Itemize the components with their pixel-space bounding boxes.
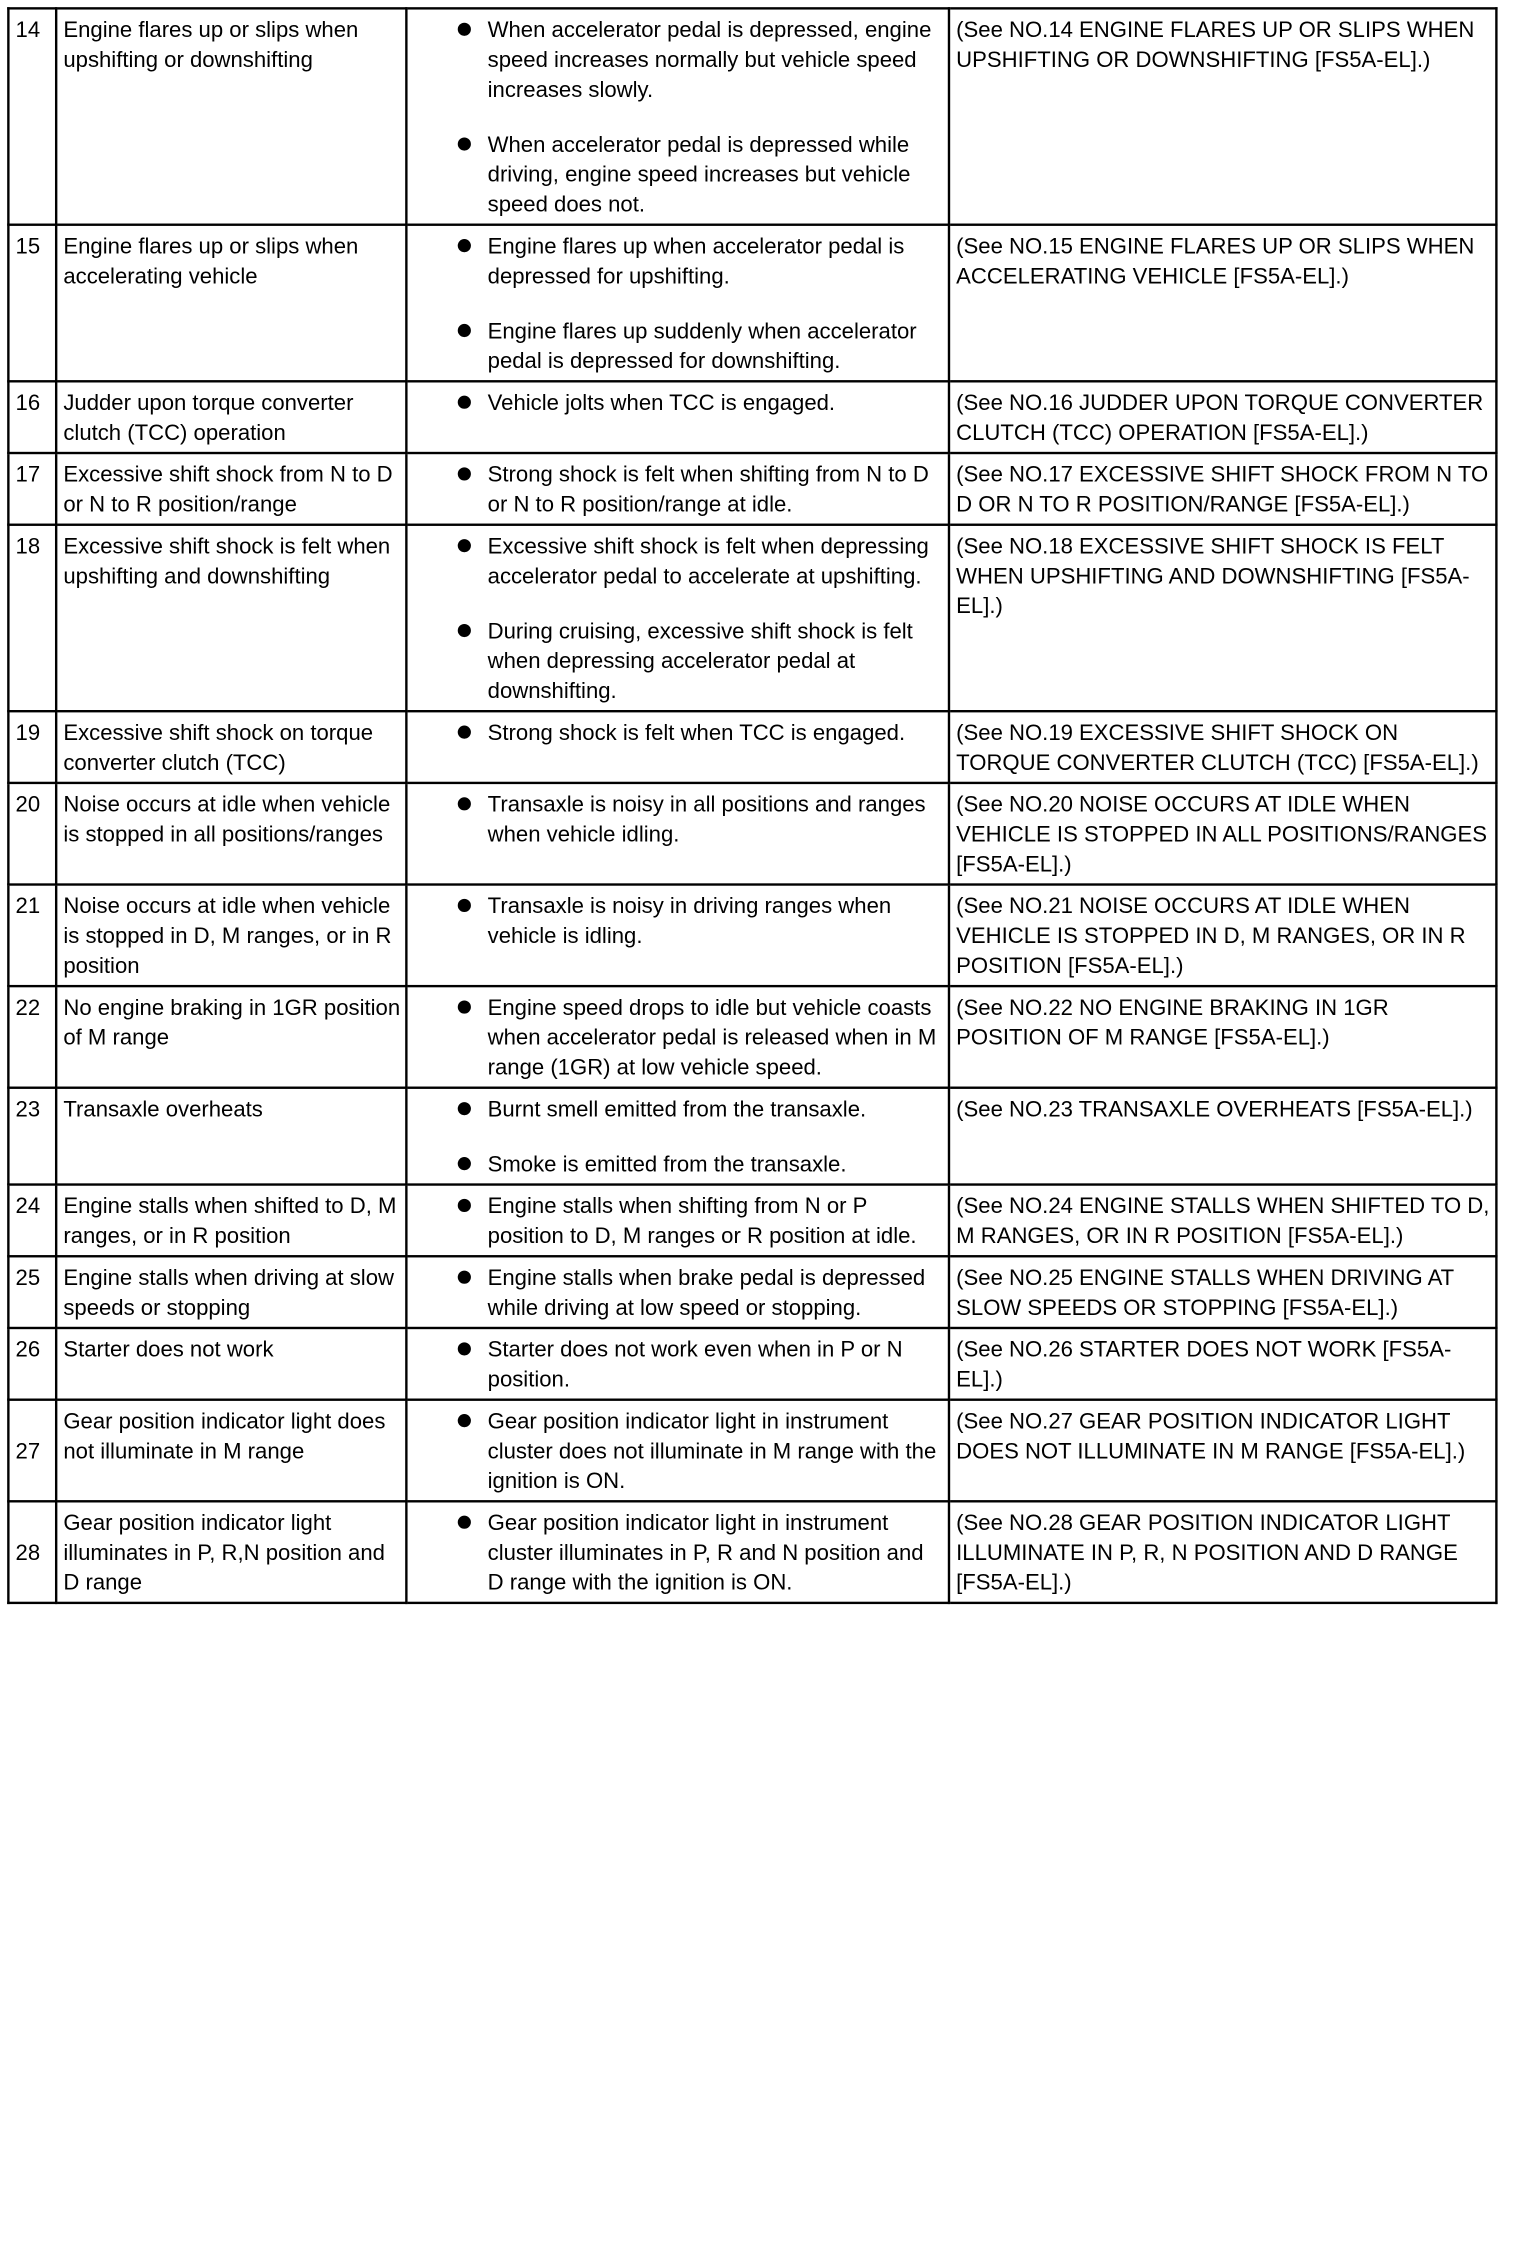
table-row <box>8 1328 1496 1400</box>
symptom-cell: Engine flares up or slips when upshifting or downshifting <box>56 8 406 224</box>
condition-list <box>414 1406 943 1496</box>
condition-item <box>414 316 943 376</box>
reference-cell: (See NO.23 TRANSAXLE OVERHEATS [FS5A-EL].) <box>949 1088 1496 1185</box>
condition-list <box>414 1334 943 1394</box>
condition-cell <box>406 1185 949 1257</box>
symptom-cell: Gear position indicator light does not illuminate in M range <box>56 1400 406 1502</box>
table-row <box>8 1256 1496 1328</box>
condition-text: Gear position indicator light in instrument cluster illuminates in P, R and N position and D range with the ignition is ON. <box>487 1509 924 1595</box>
bullet-icon <box>458 1516 471 1529</box>
condition-item <box>414 1262 943 1322</box>
bullet-icon <box>458 1199 471 1212</box>
bullet-icon <box>458 1000 471 1013</box>
table-row <box>8 453 1496 525</box>
reference-cell: (See NO.15 ENGINE FLARES UP OR SLIPS WHEN ACCELERATING VEHICLE [FS5A-EL].) <box>949 225 1496 382</box>
bullet-icon <box>458 396 471 409</box>
symptom-cell: Gear position indicator light illuminates in P, R,N position and D range <box>56 1501 406 1603</box>
condition-item <box>414 1094 943 1124</box>
bullet-icon <box>458 23 471 36</box>
condition-text: Burnt smell emitted from the transaxle. <box>487 1096 867 1122</box>
condition-cell <box>406 225 949 382</box>
condition-item <box>414 1507 943 1597</box>
bullet-icon <box>458 1271 471 1284</box>
condition-cell <box>406 986 949 1088</box>
condition-cell <box>406 1088 949 1185</box>
symptom-cell: Engine flares up or slips when accelerating vehicle <box>56 225 406 382</box>
condition-text: Starter does not work even when in P or N position. <box>487 1336 903 1392</box>
reference-cell: (See NO.21 NOISE OCCURS AT IDLE WHEN VEHICLE IS STOPPED IN D, M RANGES, OR IN R POSITION [FS5A-EL].) <box>949 885 1496 987</box>
bullet-icon <box>458 1414 471 1427</box>
condition-item <box>414 789 943 849</box>
condition-text: Engine speed drops to idle but vehicle coasts when accelerator pedal is released when in M range (1GR) at low vehicle speed. <box>487 994 937 1080</box>
table-row <box>8 525 1496 711</box>
condition-item <box>414 992 943 1082</box>
troubleshooting-table <box>7 7 1497 1604</box>
row-number: 25 <box>8 1256 56 1328</box>
condition-text: Smoke is emitted from the transaxle. <box>487 1151 847 1177</box>
table-row <box>8 711 1496 783</box>
condition-item <box>414 531 943 591</box>
bullet-icon <box>458 239 471 252</box>
row-number: 15 <box>8 225 56 382</box>
row-number: 14 <box>8 8 56 224</box>
condition-item <box>414 616 943 706</box>
row-number: 16 <box>8 381 56 453</box>
condition-list <box>414 531 943 706</box>
row-number: 20 <box>8 783 56 885</box>
reference-cell: (See NO.22 NO ENGINE BRAKING IN 1GR POSITION OF M RANGE [FS5A-EL].) <box>949 986 1496 1088</box>
table-row <box>8 1088 1496 1185</box>
bullet-icon <box>458 726 471 739</box>
condition-text: Strong shock is felt when shifting from N to D or N to R position/range at idle. <box>487 461 929 517</box>
condition-list <box>414 1262 943 1322</box>
condition-text: When accelerator pedal is depressed while driving, engine speed increases but vehicle speed does not. <box>487 131 911 217</box>
symptom-cell: Excessive shift shock from N to D or N to R position/range <box>56 453 406 525</box>
condition-list <box>414 1507 943 1597</box>
condition-text: Excessive shift shock is felt when depressing accelerator pedal to accelerate at upshifting. <box>487 533 929 589</box>
bullet-icon <box>458 899 471 912</box>
condition-item <box>414 14 943 104</box>
table-row <box>8 885 1496 987</box>
condition-text: During cruising, excessive shift shock is felt when depressing accelerator pedal at downshifting. <box>487 617 913 703</box>
bullet-icon <box>458 539 471 552</box>
reference-cell: (See NO.18 EXCESSIVE SHIFT SHOCK IS FELT WHEN UPSHIFTING AND DOWNSHIFTING [FS5A-EL].) <box>949 525 1496 711</box>
condition-list <box>414 1094 943 1179</box>
condition-item <box>414 1149 943 1179</box>
symptom-cell: No engine braking in 1GR position of M range <box>56 986 406 1088</box>
reference-cell: (See NO.16 JUDDER UPON TORQUE CONVERTER CLUTCH (TCC) OPERATION [FS5A-EL].) <box>949 381 1496 453</box>
condition-text: Engine flares up suddenly when accelerator pedal is depressed for downshifting. <box>487 317 917 373</box>
condition-text: Gear position indicator light in instrument cluster does not illuminate in M range with the ignition is ON. <box>487 1408 937 1493</box>
condition-cell <box>406 711 949 783</box>
condition-cell <box>406 1328 949 1400</box>
condition-list <box>414 789 943 849</box>
condition-item <box>414 231 943 291</box>
table-row <box>8 225 1496 382</box>
condition-list <box>414 1191 943 1251</box>
condition-text: Transaxle is noisy in driving ranges when vehicle is idling. <box>487 892 892 948</box>
condition-text: Engine flares up when accelerator pedal is depressed for upshifting. <box>487 233 905 289</box>
row-number: 26 <box>8 1328 56 1400</box>
table-row <box>8 381 1496 453</box>
row-number: 17 <box>8 453 56 525</box>
symptom-cell: Excessive shift shock is felt when upshifting and downshifting <box>56 525 406 711</box>
reference-cell: (See NO.20 NOISE OCCURS AT IDLE WHEN VEHICLE IS STOPPED IN ALL POSITIONS/RANGES [FS5A-EL].) <box>949 783 1496 885</box>
condition-text: Engine stalls when brake pedal is depressed while driving at low speed or stopping. <box>487 1264 926 1320</box>
reference-cell: (See NO.28 GEAR POSITION INDICATOR LIGHT ILLUMINATE IN P, R, N POSITION AND D RANGE [FS5A-EL].) <box>949 1501 1496 1603</box>
row-number: 24 <box>8 1185 56 1257</box>
condition-list <box>414 992 943 1082</box>
reference-cell: (See NO.19 EXCESSIVE SHIFT SHOCK ON TORQUE CONVERTER CLUTCH (TCC) [FS5A-EL].) <box>949 711 1496 783</box>
condition-cell <box>406 783 949 885</box>
condition-cell <box>406 1256 949 1328</box>
condition-text: When accelerator pedal is depressed, engine speed increases normally but vehicle speed increases slowly. <box>487 16 932 102</box>
bullet-icon <box>458 324 471 337</box>
bullet-icon <box>458 467 471 480</box>
reference-cell: (See NO.27 GEAR POSITION INDICATOR LIGHT DOES NOT ILLUMINATE IN M RANGE [FS5A-EL].) <box>949 1400 1496 1502</box>
bullet-icon <box>458 137 471 150</box>
bullet-icon <box>458 624 471 637</box>
condition-item <box>414 1191 943 1251</box>
bullet-icon <box>458 797 471 810</box>
reference-cell: (See NO.14 ENGINE FLARES UP OR SLIPS WHEN UPSHIFTING OR DOWNSHIFTING [FS5A-EL].) <box>949 8 1496 224</box>
condition-item <box>414 890 943 950</box>
row-number: 22 <box>8 986 56 1088</box>
bullet-icon <box>458 1157 471 1170</box>
row-number: 28 <box>8 1501 56 1603</box>
table-body <box>8 8 1496 1603</box>
condition-list <box>414 717 943 747</box>
table-row <box>8 1400 1496 1502</box>
row-number: 18 <box>8 525 56 711</box>
condition-item <box>414 1406 943 1496</box>
condition-text: Strong shock is felt when TCC is engaged. <box>487 719 906 745</box>
table-row <box>8 8 1496 224</box>
condition-item <box>414 717 943 747</box>
symptom-cell: Engine stalls when driving at slow speeds or stopping <box>56 1256 406 1328</box>
condition-item <box>414 1334 943 1394</box>
condition-item <box>414 129 943 219</box>
condition-text: Vehicle jolts when TCC is engaged. <box>487 389 836 415</box>
bullet-icon <box>458 1102 471 1115</box>
row-number: 21 <box>8 885 56 987</box>
reference-cell: (See NO.26 STARTER DOES NOT WORK [FS5A-EL].) <box>949 1328 1496 1400</box>
row-number: 23 <box>8 1088 56 1185</box>
bullet-icon <box>458 1342 471 1355</box>
symptom-cell: Judder upon torque converter clutch (TCC) operation <box>56 381 406 453</box>
condition-list <box>414 231 943 376</box>
symptom-cell: Transaxle overheats <box>56 1088 406 1185</box>
symptom-cell: Excessive shift shock on torque converter clutch (TCC) <box>56 711 406 783</box>
condition-cell <box>406 1501 949 1603</box>
row-number: 27 <box>8 1400 56 1502</box>
condition-list <box>414 890 943 950</box>
row-number: 19 <box>8 711 56 783</box>
condition-cell <box>406 8 949 224</box>
symptom-cell: Noise occurs at idle when vehicle is stopped in all positions/ranges <box>56 783 406 885</box>
table-row <box>8 986 1496 1088</box>
condition-cell <box>406 1400 949 1502</box>
condition-list <box>414 387 943 417</box>
table-row <box>8 1185 1496 1257</box>
condition-cell <box>406 453 949 525</box>
symptom-cell: Starter does not work <box>56 1328 406 1400</box>
reference-cell: (See NO.17 EXCESSIVE SHIFT SHOCK FROM N TO D OR N TO R POSITION/RANGE [FS5A-EL].) <box>949 453 1496 525</box>
condition-cell <box>406 525 949 711</box>
table-row <box>8 1501 1496 1603</box>
reference-cell: (See NO.24 ENGINE STALLS WHEN SHIFTED TO D, M RANGES, OR IN R POSITION [FS5A-EL].) <box>949 1185 1496 1257</box>
table-row <box>8 783 1496 885</box>
reference-cell: (See NO.25 ENGINE STALLS WHEN DRIVING AT SLOW SPEEDS OR STOPPING [FS5A-EL].) <box>949 1256 1496 1328</box>
condition-list <box>414 459 943 519</box>
condition-text: Engine stalls when shifting from N or P position to D, M ranges or R position at idle. <box>487 1192 917 1248</box>
condition-cell <box>406 381 949 453</box>
condition-text: Transaxle is noisy in all positions and ranges when vehicle idling. <box>487 791 926 847</box>
condition-cell <box>406 885 949 987</box>
symptom-cell: Engine stalls when shifted to D, M ranges, or in R position <box>56 1185 406 1257</box>
condition-list <box>414 14 943 218</box>
condition-item <box>414 387 943 417</box>
symptom-cell: Noise occurs at idle when vehicle is stopped in D, M ranges, or in R position <box>56 885 406 987</box>
condition-item <box>414 459 943 519</box>
